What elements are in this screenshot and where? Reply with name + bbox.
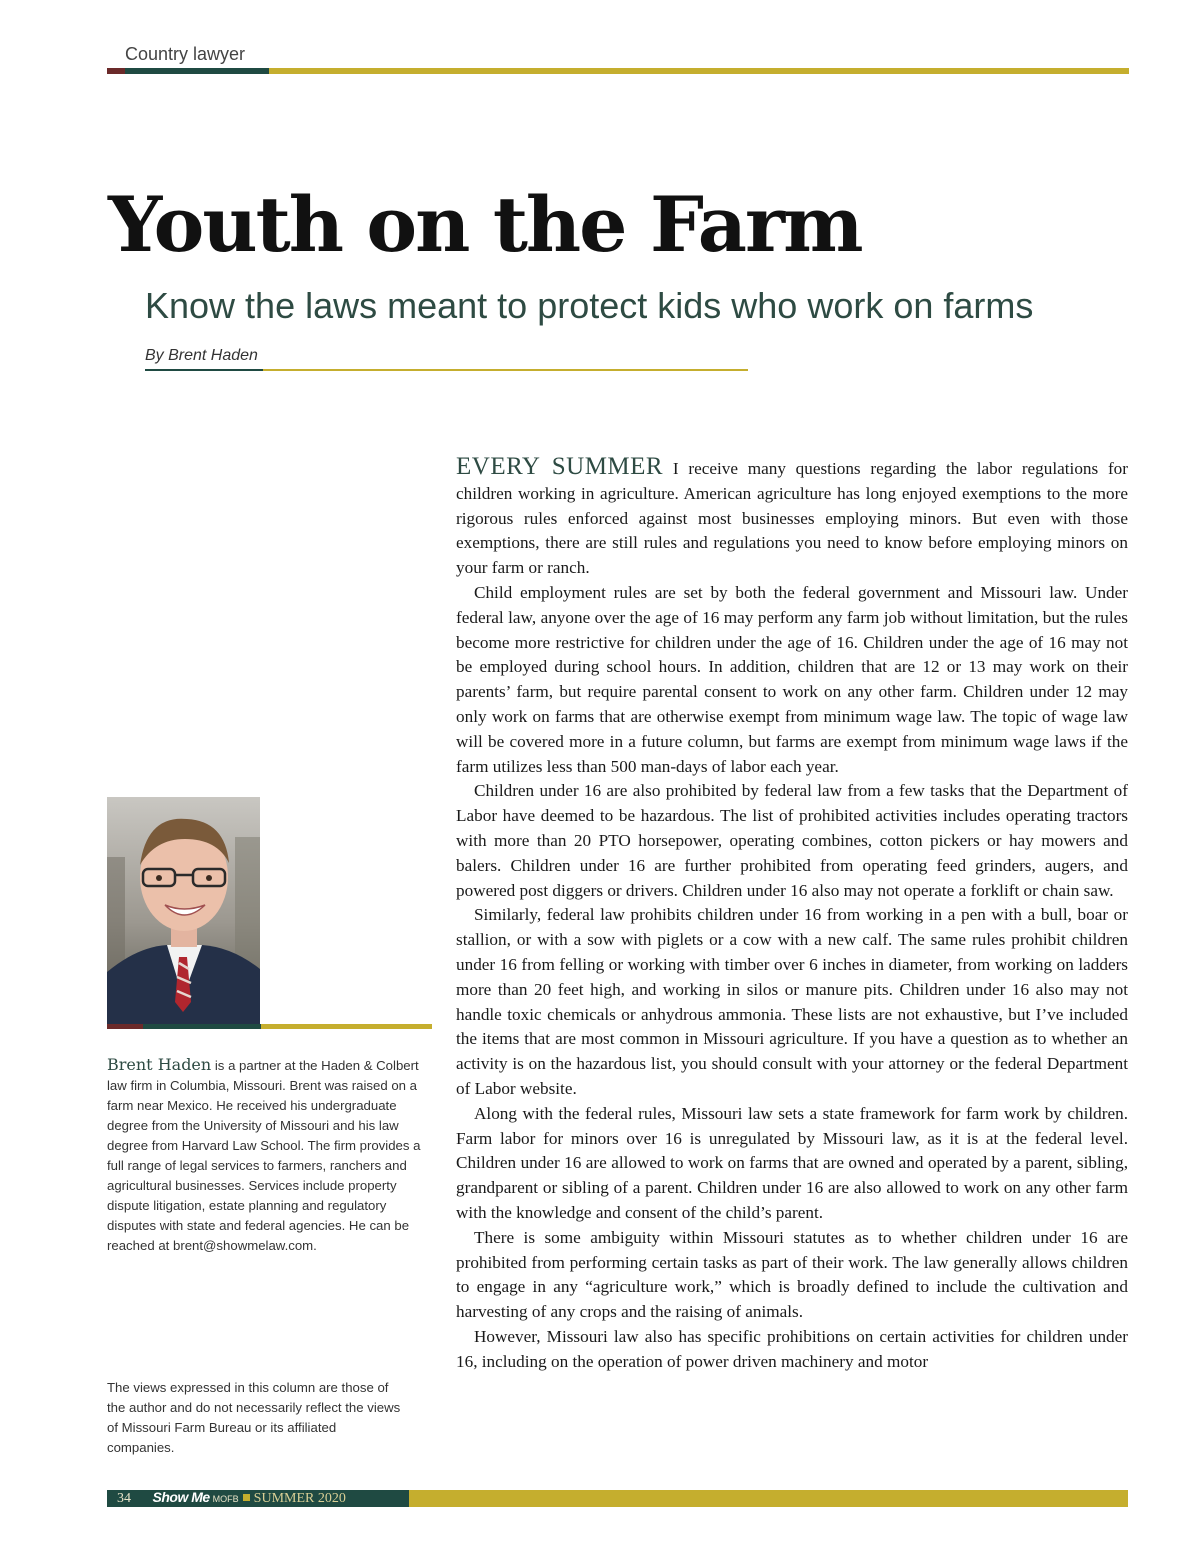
issue-label: SUMMER 2020 <box>253 1491 346 1506</box>
header-rule <box>107 68 1129 74</box>
byline-rule-gold <box>263 369 748 371</box>
bio-name: Brent Haden <box>107 1055 212 1074</box>
article-subtitle: Know the laws meant to protect kids who work on farms <box>145 285 1034 326</box>
footer <box>117 1489 346 1507</box>
paragraph: Children under 16 are also prohibited by federal law from a few tasks that the Department of Labor have deemed to be hazardous. The list of prohibited activities includes operating tractors with more than 20 PTO horsepower, operating combines, cotton pickers or hay mowers and balers. Children under 16 are further prohibited from operating feed grinders, augers, and powered post diggers or drivers. Children under 16 also may not operate a forklift or chain saw. <box>456 781 1128 900</box>
article-body <box>456 455 1128 1374</box>
byline-rule <box>145 369 263 371</box>
publisher: MOFB <box>212 1494 239 1504</box>
section-label: Country lawyer <box>125 44 246 64</box>
paragraph: Child employment rules are set by both the federal government and Missouri law. Under federal law, anyone over the age of 16 may perform any farm job without limitation, but the rules become more restrictive for children under the age of 16. Children under the age of 16 may not be employed during school hours. In addition, children that are 12 or 13 may work on their parents’ farm, but require parental consent to work on any other farm. Children under 12 may only work on farms that are otherwise exempt from minimum wage law. The topic of wage law will be covered more in a future column, but farms are exempt from minimum wage laws if the farm utilizes less than 500 man-days of labor each year. <box>456 582 1128 776</box>
magazine-name: Show Me <box>152 1489 210 1505</box>
paragraph: Similarly, federal law prohibits children under 16 from working in a pen with a bull, boar or stallion, or with a sow with piglets or a cow with a new calf. The same rules prohibit children under 16 from felling or working with timber over 6 inches in diameter, from working on ladders more than 20 feet high, and working in silos or manure pits. Children under 16 also may not handle toxic chemicals or anhydrous ammonia. These lists are not exhaustive, but I’ve included the items that are most common in Missouri agriculture. If you have a question as to whether an activity is on the hazardous list, you should consult with your attorney or the federal Department of Labor website. <box>456 905 1128 1098</box>
disclaimer: The views expressed in this column are those of the author and do not necessarily reflect the views of Missouri Farm Bureau or its affiliated companies. <box>107 1380 401 1455</box>
photo-rule-gold <box>261 1024 432 1029</box>
paragraph: There is some ambiguity within Missouri statutes as to whether children under 16 are prohibited from performing certain tasks as part of their work. The law generally allows children to engage in any “agriculture work,” which is broadly defined to include the cultivation and harvesting of any crops and the raising of animals. <box>456 1227 1128 1322</box>
lead-in: EVERY SUMMER <box>456 453 664 480</box>
page-number: 34 <box>117 1491 131 1506</box>
author-bio <box>107 1055 433 1256</box>
square-bullet-icon <box>243 1494 250 1501</box>
author-photo <box>107 797 260 1024</box>
photo-rule <box>107 1024 143 1029</box>
paragraph <box>456 455 1128 581</box>
article-title: Youth on the Farm <box>108 180 862 269</box>
paragraph: However, Missouri law also has specific prohibitions on certain activities for children under 16, including on the operation of power driven machinery and motor <box>456 1326 1128 1371</box>
paragraph-text: I receive many questions regarding the labor regulations for children working in agriculture. American agriculture has long enjoyed exemptions to the more rigorous rules enforced against most businesses employing minors. But even with those exemptions, there are still rules and regulations you need to know before employing minors on your farm or ranch. <box>456 459 1129 578</box>
byline: By Brent Haden <box>145 347 258 364</box>
bio-text: is a partner at the Haden & Colbert law firm in Columbia, Missouri. Brent was raised on a farm near Mexico. He received his undergraduate degree from the University of Missouri and his law degree from Harvard Law School. The firm provides a full range of legal services to farmers, ranchers and agricultural businesses. Services include property dispute litigation, estate planning and regulatory disputes with state and federal agencies. He can be reached at brent@showmelaw.com. <box>107 1058 421 1253</box>
photo-rule-green <box>143 1024 261 1029</box>
paragraph: Along with the federal rules, Missouri law sets a state framework for farm work by children. Farm labor for minors over 16 is unregulated by Missouri law, as it is at the federal level. Children under 16 are allowed to work on farms that are owned and operated by a parent, sibling, grandparent or sibling of a parent. Children under 16 are also allowed to work on any other farm with the knowledge and consent of the child’s parent. <box>456 1103 1128 1222</box>
